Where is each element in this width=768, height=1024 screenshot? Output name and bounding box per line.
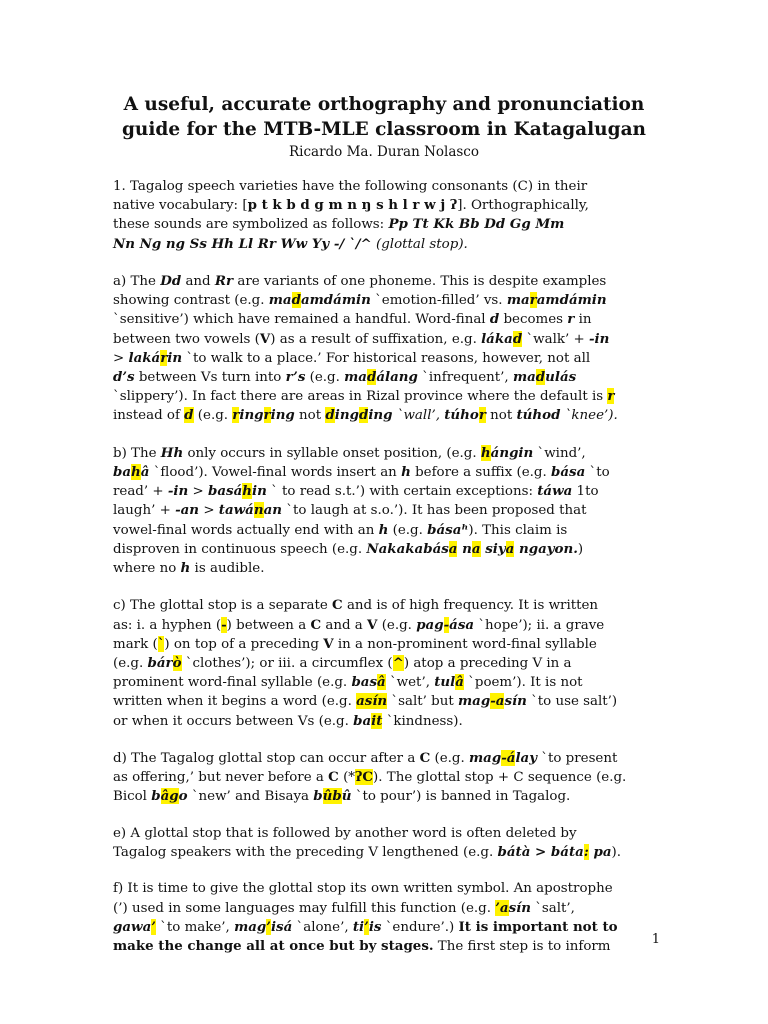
text-run: â bbox=[140, 464, 150, 481]
text-run: d’s bbox=[113, 369, 135, 386]
text-run: b) The bbox=[113, 445, 161, 461]
highlighted-text: ʔC bbox=[355, 769, 374, 786]
text-line bbox=[113, 880, 658, 898]
text-run: ing bbox=[368, 407, 393, 424]
text-line bbox=[113, 387, 658, 406]
text-run: and bbox=[181, 274, 215, 289]
text-line bbox=[113, 937, 658, 956]
text-run: (e.g. bbox=[113, 656, 148, 672]
text-run: Hh bbox=[160, 444, 184, 461]
text-run: is audible. bbox=[190, 561, 265, 577]
highlighted-text: - bbox=[443, 616, 450, 633]
text-run: 1to bbox=[572, 484, 599, 500]
text-run: is bbox=[368, 918, 382, 935]
text-run: `emotion-filled’ vs. bbox=[370, 293, 507, 309]
text-run: (e.g. bbox=[377, 617, 417, 633]
text-run: lay bbox=[515, 750, 538, 767]
text-run: ) as a result of suffixation, e.g. bbox=[270, 331, 482, 347]
highlighted-text: r bbox=[607, 388, 615, 405]
text-run: or when it occurs between Vs (e.g. bbox=[113, 713, 354, 729]
text-run: 1. Tagalog speech varieties have the following consonants (C) in their bbox=[113, 179, 588, 194]
text-run: sín bbox=[504, 693, 527, 710]
text-run: ` to read s.t.’) with certain exceptions: bbox=[266, 484, 538, 500]
text-run: in a non-prominent word-final syllable bbox=[333, 636, 597, 652]
text-run: amdámin bbox=[536, 292, 607, 309]
text-run: b bbox=[313, 788, 323, 805]
text-line bbox=[113, 178, 658, 196]
text-run: láka bbox=[481, 330, 513, 347]
text-run: mag bbox=[458, 693, 491, 710]
text-run: bár bbox=[147, 655, 173, 672]
highlighted-text: d bbox=[512, 330, 523, 347]
text-run: (e.g. bbox=[388, 522, 428, 538]
text-run: gawa bbox=[113, 918, 152, 935]
text-run: ma bbox=[512, 369, 536, 386]
text-run: ása bbox=[449, 616, 475, 633]
text-run: ) atop a preceding V in a bbox=[403, 656, 572, 672]
text-run: ing bbox=[239, 407, 264, 424]
text-run: p t k b d g m n ŋ s h l r w j ʔ bbox=[247, 197, 458, 214]
text-run: ). bbox=[611, 845, 621, 861]
text-run: `hope’); ii. a grave bbox=[474, 617, 605, 633]
highlighted-text: -á bbox=[501, 750, 516, 767]
highlighted-text: a bbox=[471, 540, 481, 557]
text-run: V bbox=[259, 330, 271, 347]
text-run: becomes bbox=[499, 312, 568, 328]
text-run: `to bbox=[585, 465, 610, 481]
text-run: táwa bbox=[537, 483, 573, 500]
text-run: isá bbox=[270, 918, 293, 935]
text-run: `wall’, bbox=[392, 408, 445, 424]
text-run: -in bbox=[588, 330, 610, 347]
text-line bbox=[113, 616, 658, 635]
text-run: these sounds are symbolized as follows: bbox=[113, 217, 389, 233]
highlighted-text: ûb bbox=[322, 788, 342, 805]
highlighted-text: â bbox=[377, 674, 386, 691]
paragraph-p1 bbox=[113, 178, 658, 254]
text-run: -in bbox=[167, 483, 189, 500]
text-run: d bbox=[489, 311, 500, 328]
text-run: The first step is to inform bbox=[433, 939, 611, 955]
page-number: 1 bbox=[651, 932, 660, 947]
text-run: amdámin bbox=[300, 292, 371, 309]
text-run: `new’ and Bisaya bbox=[187, 789, 314, 805]
text-run: d) The Tagalog glottal stop can occur after a bbox=[113, 751, 420, 767]
text-run: laká bbox=[128, 349, 161, 366]
text-run: ngayon. bbox=[514, 540, 578, 557]
highlighted-text: r bbox=[478, 407, 486, 424]
text-line bbox=[113, 787, 658, 806]
text-run: `sensitive’) which have remained a handful. Word-final bbox=[113, 312, 490, 328]
text-run: only occurs in syllable onset position, (e.g. bbox=[183, 445, 481, 461]
text-run: `to walk to a place.’ For historical reasons, however, not all bbox=[182, 350, 591, 366]
paragraph-p2 bbox=[113, 272, 658, 426]
highlighted-text: h bbox=[242, 483, 253, 500]
document-body bbox=[113, 178, 658, 974]
text-run: ]. Orthographically, bbox=[457, 198, 589, 214]
text-run: showing contrast (e.g. bbox=[113, 293, 269, 309]
highlighted-text: -a bbox=[490, 693, 505, 710]
text-run: > bbox=[199, 503, 219, 519]
text-run: ulás bbox=[545, 369, 577, 386]
text-run: ma bbox=[344, 369, 367, 386]
text-run: `wind’, bbox=[533, 445, 586, 461]
author-name: Ricardo Ma. Duran Nolasco bbox=[289, 144, 479, 160]
text-run: and a bbox=[321, 617, 368, 633]
text-run: are variants of one phoneme. This is despite examples bbox=[233, 274, 607, 289]
text-run: in bbox=[167, 349, 183, 366]
text-run: `knee’). bbox=[560, 408, 618, 424]
text-run: V bbox=[367, 616, 378, 633]
text-line bbox=[113, 215, 658, 234]
highlighted-text: n bbox=[253, 502, 264, 519]
text-run: (glottal stop). bbox=[371, 236, 468, 252]
text-run: ) on top of a preceding bbox=[164, 636, 324, 652]
highlighted-text: d bbox=[325, 407, 335, 424]
highlighted-text: d bbox=[184, 407, 194, 424]
text-run: C bbox=[310, 616, 322, 633]
text-line bbox=[113, 235, 658, 254]
text-run: mag bbox=[234, 918, 267, 935]
text-run: ti bbox=[352, 918, 365, 935]
text-run: `kindness). bbox=[382, 713, 463, 729]
paragraph-p7 bbox=[113, 880, 658, 956]
text-run: h bbox=[401, 464, 411, 481]
text-run: Tagalog speakers with the preceding V lengthened (e.g. bbox=[113, 845, 498, 861]
text-run: ) between a bbox=[226, 617, 311, 633]
text-run: `slippery’). In fact there are areas in Rizal province where the default is bbox=[113, 389, 608, 405]
text-line bbox=[113, 291, 658, 310]
text-run: b bbox=[151, 788, 161, 805]
text-run: `poem’). It is not bbox=[463, 675, 583, 691]
text-line bbox=[113, 596, 658, 615]
text-run: read’ + bbox=[113, 484, 168, 500]
text-run: r’s bbox=[285, 369, 306, 386]
highlighted-text: d bbox=[535, 369, 546, 386]
text-run: h bbox=[180, 560, 191, 577]
text-run: ma bbox=[268, 292, 292, 309]
text-run: mark ( bbox=[113, 636, 158, 652]
text-run: `salt’ but bbox=[387, 694, 458, 710]
highlighted-text: ` bbox=[157, 635, 165, 652]
text-run: ba bbox=[353, 712, 372, 729]
text-run: `wet’, bbox=[385, 675, 435, 691]
text-run: `endure’.) bbox=[381, 919, 459, 935]
title-line-1: A useful, accurate orthography and pronunciation bbox=[123, 94, 645, 115]
text-run: c) The glottal stop is a separate bbox=[113, 598, 333, 614]
highlighted-text: r bbox=[263, 407, 271, 424]
highlighted-text: a bbox=[448, 540, 458, 557]
text-run: as: i. a hyphen ( bbox=[113, 617, 222, 633]
text-line bbox=[113, 635, 658, 654]
text-run: `to pour’) is banned in Tagalog. bbox=[351, 789, 571, 805]
text-line bbox=[113, 406, 658, 425]
text-run: bátà > báta bbox=[497, 844, 584, 861]
text-run: n bbox=[457, 540, 472, 557]
text-run: ma bbox=[506, 292, 530, 309]
highlighted-text: ^ bbox=[392, 655, 404, 672]
text-run: Dd bbox=[160, 273, 182, 289]
text-run: (e.g. bbox=[193, 408, 233, 424]
paragraph-p3 bbox=[113, 444, 658, 578]
highlighted-text: d bbox=[291, 292, 301, 309]
text-run: r bbox=[567, 311, 575, 328]
text-line bbox=[113, 918, 658, 937]
text-run: (* bbox=[338, 770, 355, 786]
text-run: ) bbox=[577, 541, 584, 557]
text-line bbox=[113, 444, 658, 463]
text-run: Rr bbox=[214, 273, 234, 289]
text-run: C bbox=[419, 750, 431, 767]
highlighted-text: ’ bbox=[266, 918, 271, 935]
text-run: ángin bbox=[490, 444, 534, 461]
text-run: `infrequent’, bbox=[417, 370, 513, 386]
text-run: `flood’). Vowel-final words insert an bbox=[149, 465, 402, 481]
text-run: o bbox=[178, 788, 188, 805]
text-run: before a suffix (e.g. bbox=[410, 465, 551, 481]
text-run: e) A glottal stop that is followed by another word is often deleted by bbox=[113, 825, 577, 841]
highlighted-text: ’ bbox=[151, 918, 156, 935]
highlighted-text: h bbox=[480, 444, 491, 461]
text-run: `to laugh at s.o.’). It has been proposed that bbox=[282, 503, 587, 519]
highlighted-text: r bbox=[529, 292, 537, 309]
text-run: tawá bbox=[218, 502, 254, 519]
text-run: sín bbox=[508, 899, 531, 916]
text-line bbox=[113, 521, 658, 540]
text-run: `salt’, bbox=[530, 900, 575, 916]
highlighted-text: h bbox=[131, 464, 141, 481]
text-run: h bbox=[378, 521, 389, 538]
paragraph-p4 bbox=[113, 596, 658, 730]
text-line bbox=[113, 368, 658, 387]
text-run: (e.g. bbox=[430, 751, 470, 767]
text-run: laugh’ + bbox=[113, 503, 176, 519]
highlighted-text: âg bbox=[160, 788, 179, 805]
text-run: native vocabulary: [ bbox=[113, 198, 248, 214]
text-run: in bbox=[574, 312, 592, 328]
text-run: between two vowels ( bbox=[113, 331, 260, 347]
text-line bbox=[113, 899, 658, 918]
text-run: disproven in continuous speech (e.g. bbox=[113, 541, 367, 557]
highlighted-text: ò bbox=[172, 655, 182, 672]
text-run: (e.g. bbox=[305, 370, 345, 386]
text-line bbox=[113, 349, 658, 368]
text-run: -an bbox=[175, 502, 200, 519]
text-run: siy bbox=[480, 540, 506, 557]
paragraph-p5 bbox=[113, 749, 658, 807]
text-run: `to present bbox=[537, 751, 618, 767]
text-line bbox=[113, 501, 658, 520]
text-run: ba bbox=[113, 464, 132, 481]
highlighted-text: r bbox=[160, 349, 168, 366]
highlighted-text: ’a bbox=[495, 899, 509, 916]
text-run: V bbox=[323, 635, 334, 652]
text-run: C bbox=[332, 597, 343, 614]
text-run: make the change all at once but by stages. bbox=[113, 938, 434, 955]
text-line bbox=[113, 692, 658, 711]
text-run: vowel-final words actually end with an bbox=[113, 522, 379, 538]
text-run: básaʰ bbox=[427, 521, 469, 538]
highlighted-text: d bbox=[358, 407, 369, 424]
text-line bbox=[113, 540, 658, 559]
text-run: túhod bbox=[516, 407, 561, 424]
highlighted-text: â bbox=[455, 674, 464, 691]
text-run: not bbox=[294, 408, 326, 424]
text-run: ing bbox=[270, 407, 295, 424]
text-line bbox=[113, 768, 658, 787]
text-run: a) The bbox=[113, 274, 161, 289]
text-run: > bbox=[113, 350, 129, 366]
text-run: Pp Tt Kk Bb Dd Gg Mm bbox=[388, 216, 565, 233]
title-line-2: guide for the MTB-MLE classroom in Katagalugan bbox=[121, 119, 647, 140]
text-run: > bbox=[188, 484, 208, 500]
text-run: `walk’ + bbox=[522, 331, 589, 347]
text-run: f) It is time to give the glottal stop its own written symbol. An apostrophe bbox=[113, 881, 613, 897]
text-line bbox=[113, 330, 658, 349]
text-run: C bbox=[328, 769, 339, 786]
text-run: `clothes’); or iii. a circumflex ( bbox=[181, 656, 393, 672]
text-run: written when it begins a word (e.g. bbox=[113, 694, 357, 710]
highlighted-text: ’ bbox=[364, 918, 369, 935]
text-run: `to use salt’) bbox=[526, 694, 618, 710]
highlighted-text: : bbox=[583, 844, 589, 861]
text-run: as offering,’ but never before a bbox=[113, 770, 329, 786]
text-run: ing bbox=[334, 407, 359, 424]
text-run: bas bbox=[351, 674, 378, 691]
text-run: pag bbox=[416, 616, 444, 633]
text-line bbox=[113, 272, 658, 291]
highlighted-text: d bbox=[366, 369, 377, 386]
document-title bbox=[60, 92, 708, 142]
text-line bbox=[113, 559, 658, 578]
text-run: û bbox=[341, 788, 352, 805]
text-line bbox=[113, 712, 658, 731]
text-line bbox=[113, 673, 658, 692]
text-run: instead of bbox=[113, 408, 185, 424]
highlighted-text: r bbox=[232, 407, 240, 424]
highlighted-text: it bbox=[371, 712, 383, 729]
text-run: ). This claim is bbox=[468, 522, 568, 538]
text-run: Bicol bbox=[113, 789, 152, 805]
text-run: túho bbox=[444, 407, 479, 424]
highlighted-text: - bbox=[221, 616, 227, 633]
text-run: an bbox=[263, 502, 283, 519]
text-run: pa bbox=[588, 844, 612, 861]
text-run: in bbox=[252, 483, 267, 500]
highlighted-text: asín bbox=[356, 693, 388, 710]
text-line bbox=[113, 196, 658, 215]
text-run: and is of high frequency. It is written bbox=[342, 598, 599, 614]
paragraph-p6 bbox=[113, 825, 658, 862]
text-run: basá bbox=[208, 483, 243, 500]
text-run: `to make’, bbox=[155, 919, 235, 935]
text-run: where no bbox=[113, 561, 181, 577]
text-run: tul bbox=[434, 674, 456, 691]
text-run: mag bbox=[469, 750, 502, 767]
text-run: between Vs turn into bbox=[134, 370, 286, 386]
text-line bbox=[113, 749, 658, 768]
highlighted-text: a bbox=[505, 540, 515, 557]
text-run: It is important not to bbox=[458, 918, 618, 935]
text-line bbox=[113, 843, 658, 862]
text-line bbox=[113, 825, 658, 843]
text-run: Nn Ng ng Ss Hh Ll Rr Ww Yy -/ `/^ bbox=[113, 235, 372, 252]
text-run: prominent word-final syllable (e.g. bbox=[113, 675, 352, 691]
text-line bbox=[113, 463, 658, 482]
text-line bbox=[113, 654, 658, 673]
text-run: not bbox=[485, 408, 517, 424]
text-run: Nakakabás bbox=[366, 540, 449, 557]
text-line bbox=[113, 310, 658, 329]
text-run: (’) used in some languages may fulfill this function (e.g. bbox=[113, 900, 496, 916]
text-run: álang bbox=[376, 369, 418, 386]
text-run: ). The glottal stop + C sequence (e.g. bbox=[373, 770, 627, 786]
text-run: bása bbox=[551, 464, 586, 481]
text-line bbox=[113, 482, 658, 501]
text-run: `alone’, bbox=[292, 919, 353, 935]
